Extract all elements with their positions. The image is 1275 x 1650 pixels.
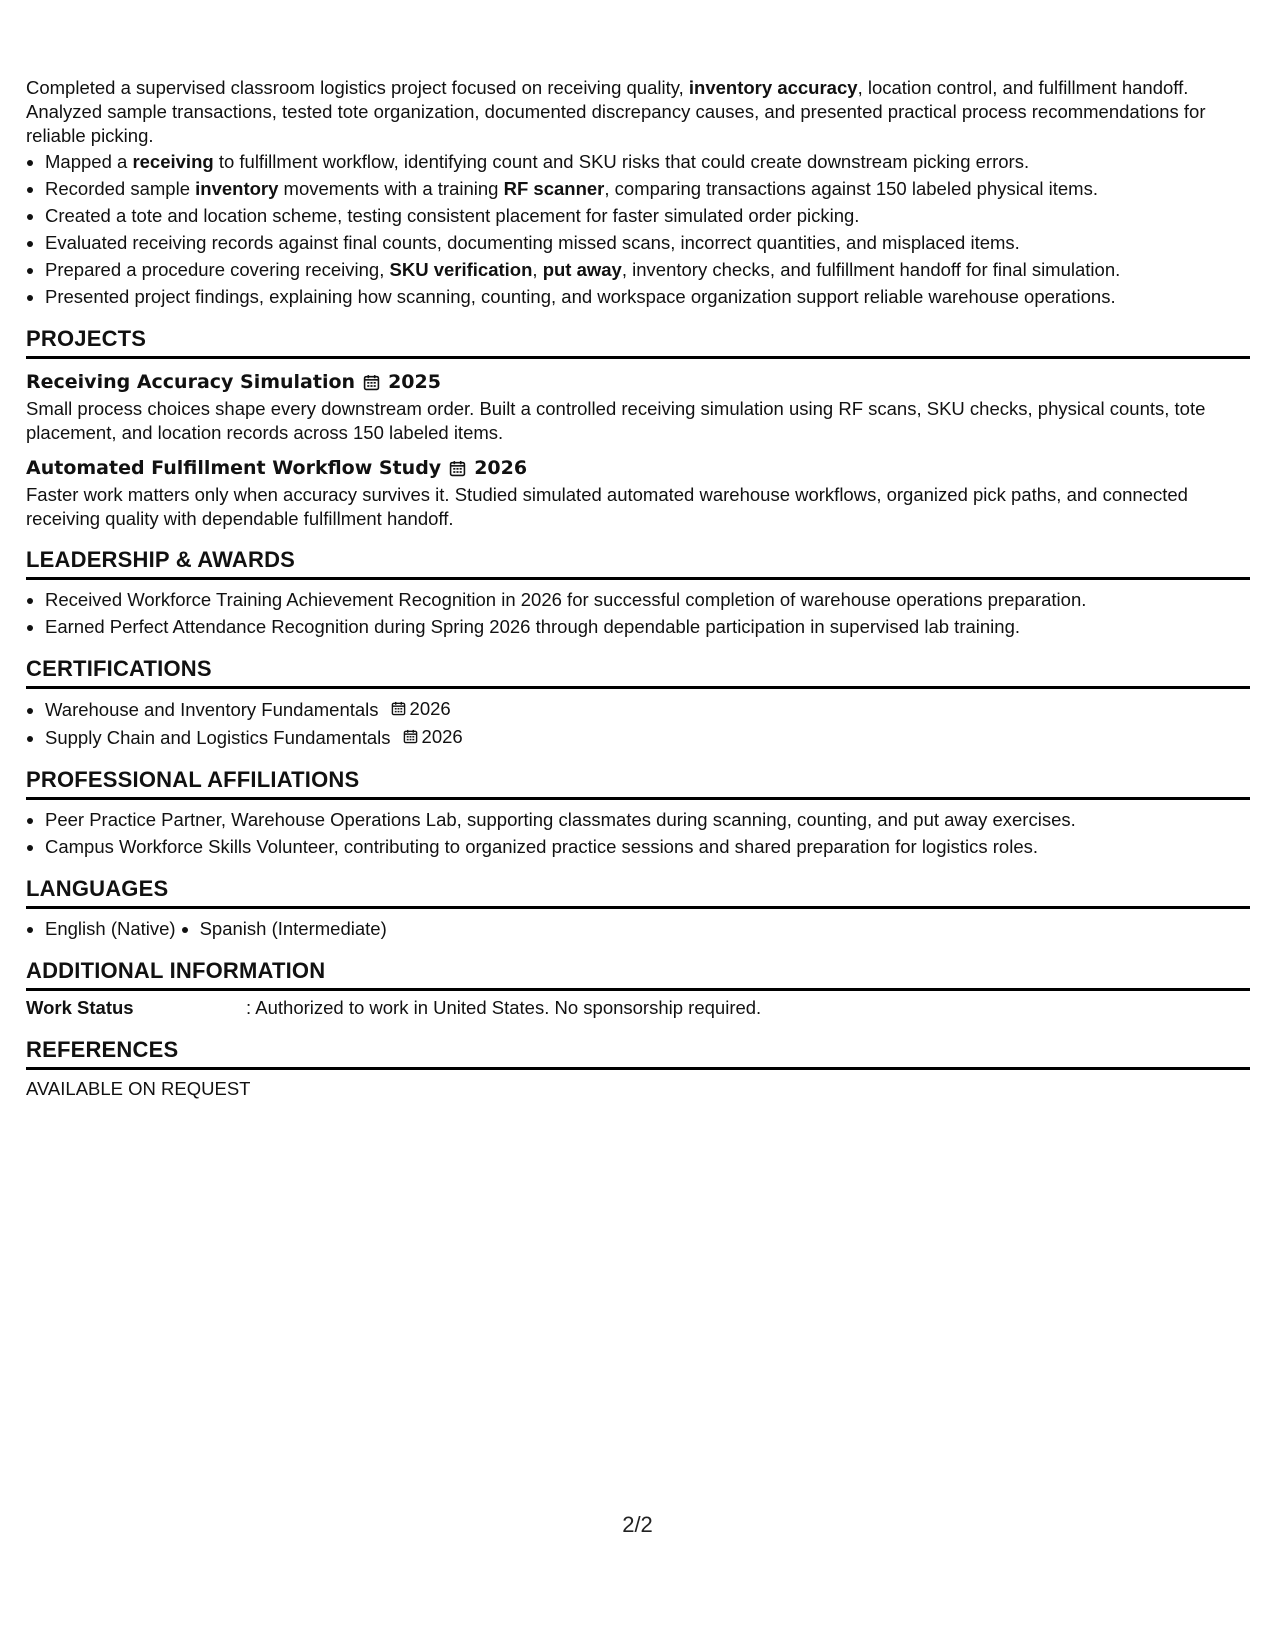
calendar-icon — [363, 374, 380, 391]
list-item — [45, 723, 1250, 751]
project-name: Automated Fulfillment Workflow Study — [26, 457, 442, 479]
calendar-icon — [403, 729, 418, 744]
calendar-icon — [391, 701, 406, 716]
cert-year: 2026 — [421, 726, 463, 747]
list-item: • Spanish (Intermediate) — [200, 915, 387, 942]
project-heading — [26, 455, 1250, 481]
section-title-leadership: LEADERSHIP & AWARDS — [26, 547, 1250, 580]
references-text: AVAILABLE ON REQUEST — [26, 1078, 251, 1099]
project-name: Receiving Accuracy Simulation — [26, 371, 356, 393]
list-item: • Recorded sample inventory movements with a training RF scanner, comparing transactions against 150 labeled physical items. — [45, 175, 1250, 202]
summary-text: Completed a supervised classroom logistics project focused on receiving quality, — [26, 77, 689, 98]
project-description: Small process choices shape every downstream order. Built a controlled receiving simulation using RF scans, SKU checks, physical counts, tote placement, and location records across 150 labeled items. — [26, 398, 1206, 443]
list-item: • Campus Workforce Skills Volunteer, contributing to organized practice sessions and shared preparation for logistics roles. — [45, 833, 1250, 860]
section-title-projects: PROJECTS — [26, 326, 1250, 359]
project-heading — [26, 369, 1250, 395]
project-year: 2026 — [474, 457, 528, 479]
section-title-languages: LANGUAGES — [26, 876, 1250, 909]
summary-keyword: inventory accuracy — [688, 77, 858, 98]
summary-text: , location control, and fulfillment handoff. Analyzed sample transactions, tested tote organization, documented discrepancy causes, and presented practical process recommendations for reliable picking. — [26, 77, 1206, 146]
certifications-list — [26, 695, 1250, 751]
affiliations-list — [26, 806, 1250, 860]
project-description: Faster work matters only when accuracy survives it. Studied simulated automated warehouse workflows, organized pick paths, and connected receiving quality with dependable fulfillment handoff. — [26, 484, 1188, 529]
calendar-icon — [449, 460, 466, 477]
list-item: • Evaluated receiving records against final counts, documenting missed scans, incorrect quantities, and misplaced items. — [45, 229, 1250, 256]
list-item: • Created a tote and location scheme, testing consistent placement for faster simulated order picking. — [45, 202, 1250, 229]
work-status-label: Work Status — [26, 997, 134, 1018]
leadership-list — [26, 586, 1250, 640]
list-item: • Earned Perfect Attendance Recognition during Spring 2026 through dependable participation in supervised lab training. — [45, 613, 1250, 640]
list-item: • Received Workforce Training Achievement Recognition in 2026 for successful completion of warehouse operations preparation. — [45, 586, 1250, 613]
experience-summary — [26, 76, 1250, 148]
section-title-references: REFERENCES — [26, 1037, 1250, 1070]
cert-name: Supply Chain and Logistics Fundamentals — [45, 727, 391, 748]
cert-name: Warehouse and Inventory Fundamentals — [45, 699, 379, 720]
section-title-additional: ADDITIONAL INFORMATION — [26, 958, 1250, 991]
page-number: 2/2 — [622, 1512, 653, 1537]
list-item: • Peer Practice Partner, Warehouse Operations Lab, supporting classmates during scanning, counting, and put away exercises. — [45, 806, 1250, 833]
section-title-certifications: CERTIFICATIONS — [26, 656, 1250, 689]
list-item: • Mapped a receiving to fulfillment workflow, identifying count and SKU risks that could create downstream picking errors. — [45, 148, 1250, 175]
languages-list — [26, 915, 1250, 942]
list-item: • Presented project findings, explaining how scanning, counting, and workspace organization support reliable warehouse operations. — [45, 283, 1250, 310]
project-year: 2025 — [388, 371, 441, 393]
work-status-value: : Authorized to work in United States. No sponsorship required. — [246, 997, 762, 1018]
list-item: • English (Native) — [45, 915, 176, 942]
list-item: • Prepared a procedure covering receiving, SKU verification, put away, inventory checks, and fulfillment handoff for final simulation. — [45, 256, 1250, 283]
experience-bullets — [26, 148, 1250, 310]
project-date — [363, 369, 441, 395]
resume-page — [26, 76, 1250, 1102]
cert-year: 2026 — [409, 698, 451, 719]
section-title-affiliations: PROFESSIONAL AFFILIATIONS — [26, 767, 1250, 800]
project-date — [449, 455, 527, 481]
list-item — [45, 695, 1250, 723]
work-status-row — [26, 995, 1250, 1021]
